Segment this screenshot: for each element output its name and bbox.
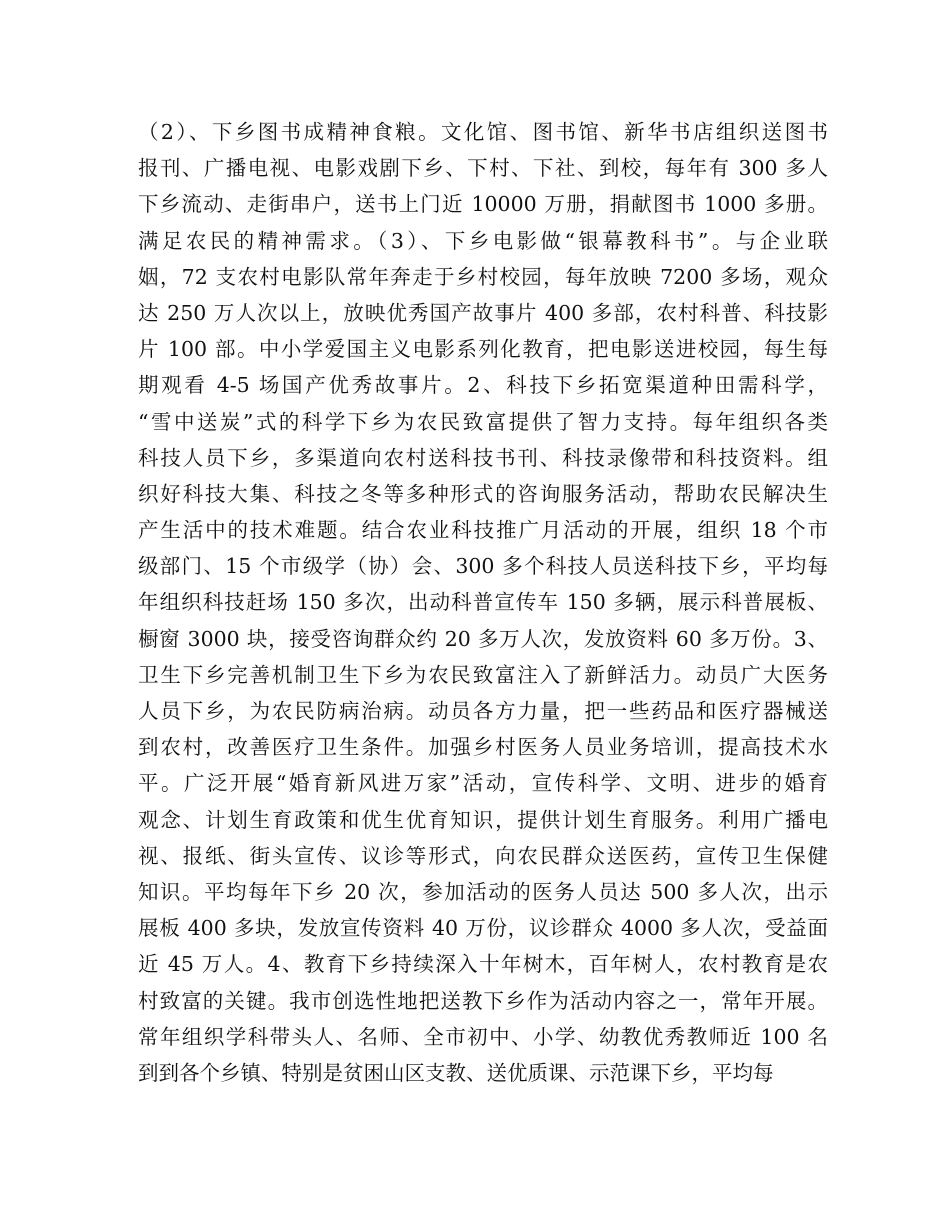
text-line: 科技人员下乡，多渠道向农村送科技书刊、科技录像带和科技资料。组 (138, 445, 828, 470)
text-line: 满足农民的精神需求。（3）、下乡电影做“银幕教科书”。与企业联 (138, 228, 828, 253)
text-line: 年组织科技赶场 150 多次，出动科普宣传车 150 多辆，展示科普展板、 (138, 590, 828, 615)
text-line: 卫生下乡完善机制卫生下乡为农民致富注入了新鲜活力。动员广大医务 (138, 662, 828, 687)
text-line: “雪中送炭”式的科学下乡为农民致富提供了智力支持。每年组织各类 (138, 409, 828, 434)
text-line: 村致富的关键。我市创选性地把送教下乡作为活动内容之一，常年开展。 (138, 988, 828, 1013)
text-line: 常年组织学科带头人、名师、全市初中、小学、幼教优秀教师近 100 名 (138, 1024, 828, 1049)
text-line: 产生活中的技术难题。结合农业科技推广月活动的开展，组织 18 个市 (138, 518, 828, 543)
text-line: 期观看 4-5 场国产优秀故事片。2、科技下乡拓宽渠道种田需科学， (138, 373, 828, 398)
text-line: 到到各个乡镇、特别是贫困山区支教、送优质课、示范课下乡，平均每 (138, 1060, 774, 1085)
text-line: 报刊、广播电视、电影戏剧下乡、下村、下社、到校，每年有 300 多人 (138, 156, 828, 181)
text-line: 达 250 万人次以上，放映优秀国产故事片 400 多部，农村科普、科技影 (138, 300, 828, 325)
text-line: 人员下乡，为农民防病治病。动员各方力量，把一些药品和医疗器械送 (138, 699, 828, 723)
text-line: 橱窗 3000 块，接受咨询群众约 20 多万人次，发放资料 60 多万份。3、 (138, 626, 828, 651)
text-line: 视、报纸、街头宣传、议诊等形式，向农民群众送医药，宣传卫生保健 (138, 843, 828, 868)
text-line: 近 45 万人。4、教育下乡持续深入十年树木，百年树人，农村教育是农 (138, 952, 828, 977)
text-line: 知识。平均每年下乡 20 次，参加活动的医务人员达 500 多人次，出示 (138, 879, 828, 904)
text-line: 级部门、15 个市级学（协）会、300 多个科技人员送科技下乡，平均每 (138, 554, 828, 579)
text-line: 展板 400 多块，发放宣传资料 40 万份，议诊群众 4000 多人次，受益面 (138, 916, 828, 941)
text-line: 织好科技大集、科技之冬等多种形式的咨询服务活动，帮助农民解决生 (138, 481, 828, 506)
body-paragraph (138, 114, 828, 1091)
text-line: （2）、下乡图书成精神食粮。文化馆、图书馆、新华书店组织送图书 (138, 120, 828, 144)
text-line: 姻，72 支农村电影队常年奔走于乡村校园，每年放映 7200 多场，观众 (138, 264, 828, 289)
text-line: 平。广泛开展“婚育新风进万家”活动，宣传科学、文明、进步的婚育 (138, 771, 828, 796)
text-line: 观念、计划生育政策和优生优育知识，提供计划生育服务。利用广播电 (138, 807, 828, 832)
text-line: 到农村，改善医疗卫生条件。加强乡村医务人员业务培训，提高技术水 (138, 735, 828, 760)
text-line: 下乡流动、走街串户，送书上门近 10000 万册，捐献图书 1000 多册。 (138, 192, 828, 217)
text-line: 片 100 部。中小学爱国主义电影系列化教育，把电影送进校园，每生每 (138, 337, 828, 362)
